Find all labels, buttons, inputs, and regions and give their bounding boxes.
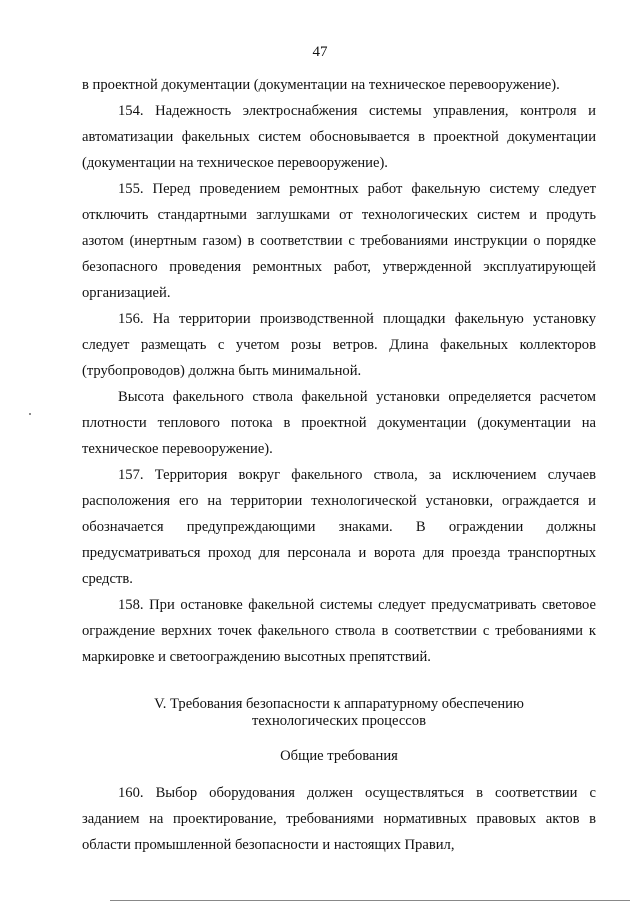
scan-bottom-edge (110, 900, 630, 901)
paragraph-156: 156. На территории производственной площадки факельную установку следует размещать с учетом розы ветров. Длина факельных коллекторов (трубопроводов) должна быть минимальной. (82, 311, 596, 379)
document-body (82, 72, 596, 858)
paragraph-160: 160. Выбор оборудования должен осуществляться в соответствии с заданием на проектирование, требованиями нормативных правовых актов в области промышленной безопасности и настоящих Правил, (82, 785, 596, 853)
section-heading (82, 696, 596, 730)
page-number: 47 (312, 44, 328, 60)
section-heading-line-1: V. Требования безопасности к аппаратурному обеспечению (154, 696, 524, 712)
subsection-heading: Общие требования (280, 748, 398, 764)
section-heading-line-2: технологических процессов (252, 713, 426, 729)
paragraph-156-height: Высота факельного ствола факельной установки определяется расчетом плотности теплового потока в проектной документации (документации на техническое перевооружение). (82, 389, 596, 457)
paragraph-continuation: в проектной документации (документации на техническое перевооружение). (82, 77, 560, 93)
paragraph-154: 154. Надежность электроснабжения системы управления, контроля и автоматизации факельных систем обосновывается в проектной документации (документации на техническое перевооружение). (82, 103, 596, 171)
paragraph-158: 158. При остановке факельной системы следует предусматривать световое ограждение верхних точек факельного ствола в соответствии с требованиями к маркировке и светоограждению высотных препятствий. (82, 597, 596, 665)
paragraph-155: 155. Перед проведением ремонтных работ факельную систему следует отключить стандартными заглушками от технологических систем и продуть азотом (инертным газом) в соответствии с требованиями инструкции о порядке безопасного проведения ремонтных работ, утвержденной эксплуатирующей организацией. (82, 181, 596, 301)
scan-speck (29, 413, 31, 415)
paragraph-157: 157. Территория вокруг факельного ствола, за исключением случаев расположения его на территории технологической установки, ограждается и обозначается предупреждающими знаками. В ограждении должны предусматриваться проход для персонала и ворота для проезда транспортных средств. (82, 467, 596, 587)
